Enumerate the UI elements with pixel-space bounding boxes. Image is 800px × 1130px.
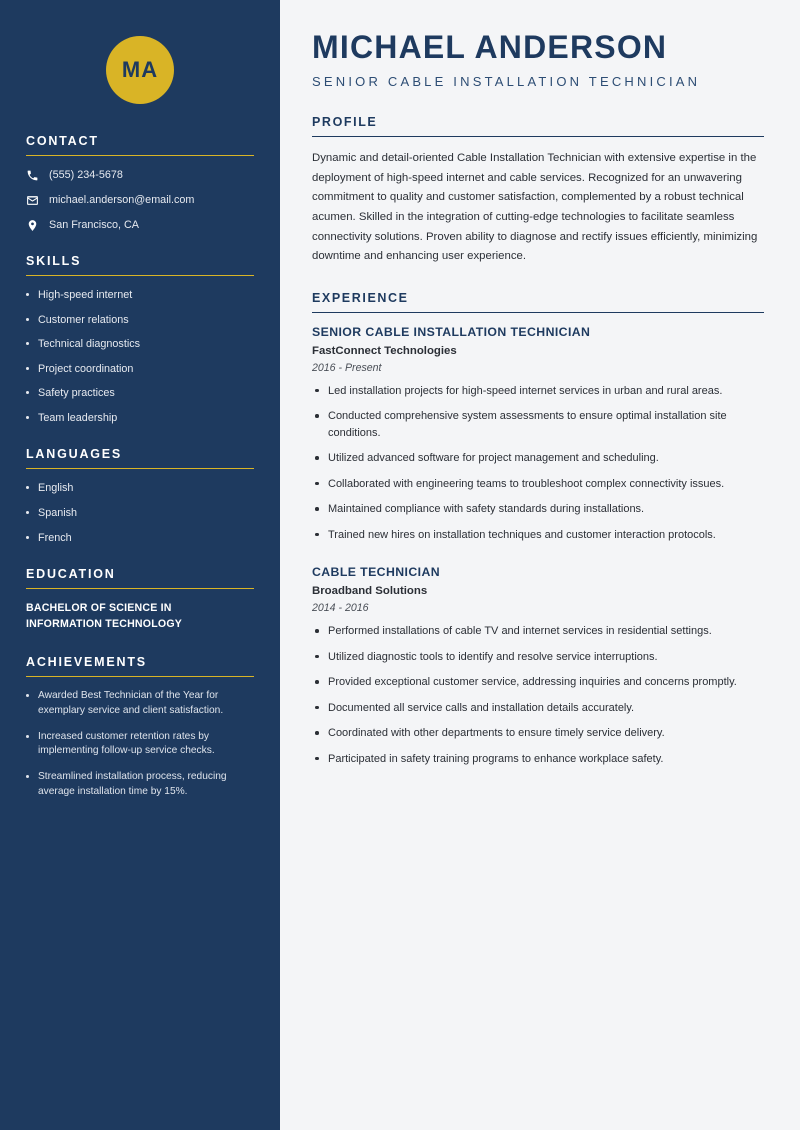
achievements-list <box>26 689 254 800</box>
list-item: Team leadership <box>26 411 254 426</box>
list-item: Streamlined installation process, reducing average installation time by 15%. <box>26 770 254 800</box>
list-item: English <box>26 481 254 496</box>
list-item: Led installation projects for high-speed internet services in urban and rural areas. <box>312 383 764 400</box>
education-degree-line-2: INFORMATION TECHNOLOGY <box>26 618 183 631</box>
skills-section <box>0 254 280 425</box>
map-pin-icon <box>26 219 39 232</box>
achievements-section-title: ACHIEVEMENTS <box>26 655 254 677</box>
list-item: Spanish <box>26 506 254 521</box>
page-title: MICHAEL ANDERSON <box>312 29 668 65</box>
skills-section-title: SKILLS <box>26 254 254 276</box>
list-item: Technical diagnostics <box>26 337 254 352</box>
experience-section <box>312 291 764 768</box>
profile-section <box>312 115 764 267</box>
list-item: Safety practices <box>26 386 254 401</box>
experience-role: CABLE TECHNICIAN <box>312 565 440 580</box>
education-section-title: EDUCATION <box>26 567 254 589</box>
list-item: Customer relations <box>26 313 254 328</box>
experience-dates: 2016 - Present <box>312 361 382 374</box>
education-degree-line-1: BACHELOR OF SCIENCE IN <box>26 602 172 615</box>
list-item: Collaborated with engineering teams to troubleshoot complex connectivity issues. <box>312 476 764 493</box>
experience-duties-list <box>312 623 764 767</box>
list-item: Provided exceptional customer service, addressing inquiries and concerns promptly. <box>312 674 764 691</box>
contact-phone-row <box>26 168 254 182</box>
phone-icon <box>26 169 39 182</box>
list-item: Utilized diagnostic tools to identify and resolve service interruptions. <box>312 649 764 666</box>
education-section <box>0 567 280 633</box>
contact-phone-value: (555) 234-5678 <box>49 169 123 181</box>
contact-email-row <box>26 193 254 207</box>
list-item: Participated in safety training programs to enhance workplace safety. <box>312 751 764 768</box>
avatar-container <box>0 0 280 134</box>
list-item: Trained new hires on installation techniques and customer interaction protocols. <box>312 527 764 544</box>
list-item: French <box>26 531 254 546</box>
experience-role: SENIOR CABLE INSTALLATION TECHNICIAN <box>312 324 591 339</box>
sidebar <box>0 0 280 1130</box>
profile-text: Dynamic and detail-oriented Cable Installation Technician with extensive expertise in the deployment of high-speed internet and cable services. Recognized for an unwavering commitment to quality and customer satisfaction, complemented by a robust technical acumen. Skilled in the integration of cutting-edge technologies to facilitate seamless connectivity solutions. Proven ability to diagnose and rectify issues efficiently, minimizing downtime and enhancing user experience. <box>312 152 758 263</box>
list-item: Coordinated with other departments to ensure timely service delivery. <box>312 725 764 742</box>
main-content <box>280 0 800 1130</box>
list-item: Conducted comprehensive system assessments to ensure optimal installation site conditions. <box>312 408 764 441</box>
experience-dates: 2014 - 2016 <box>312 602 369 615</box>
contact-email-value: michael.anderson@email.com <box>49 194 195 207</box>
avatar: MA <box>106 36 174 104</box>
job-title-subheading: SENIOR CABLE INSTALLATION TECHNICIAN <box>312 74 701 90</box>
experience-entry <box>312 565 764 767</box>
profile-section-title: PROFILE <box>312 115 764 137</box>
contact-location-value: San Francisco, CA <box>49 219 140 232</box>
list-item: Project coordination <box>26 362 254 377</box>
envelope-icon <box>26 194 39 207</box>
achievements-section <box>0 655 280 800</box>
list-item: Increased customer retention rates by implementing follow-up service checks. <box>26 730 254 760</box>
list-item: Performed installations of cable TV and internet services in residential settings. <box>312 623 764 640</box>
experience-section-title: EXPERIENCE <box>312 291 764 313</box>
languages-section <box>0 447 280 545</box>
experience-duties-list <box>312 383 764 544</box>
list-item: Documented all service calls and installation details accurately. <box>312 700 764 717</box>
languages-section-title: LANGUAGES <box>26 447 254 469</box>
experience-company: FastConnect Technologies <box>312 344 457 357</box>
contact-section <box>0 134 280 232</box>
contact-location-row <box>26 218 254 232</box>
experience-entry <box>312 325 764 544</box>
list-item: Awarded Best Technician of the Year for exemplary service and client satisfaction. <box>26 689 254 719</box>
list-item: High-speed internet <box>26 288 254 303</box>
skills-list <box>26 288 254 425</box>
list-item: Maintained compliance with safety standards during installations. <box>312 501 764 518</box>
list-item: Utilized advanced software for project management and scheduling. <box>312 450 764 467</box>
languages-list <box>26 481 254 545</box>
experience-company: Broadband Solutions <box>312 585 428 598</box>
contact-section-title: CONTACT <box>26 134 254 156</box>
